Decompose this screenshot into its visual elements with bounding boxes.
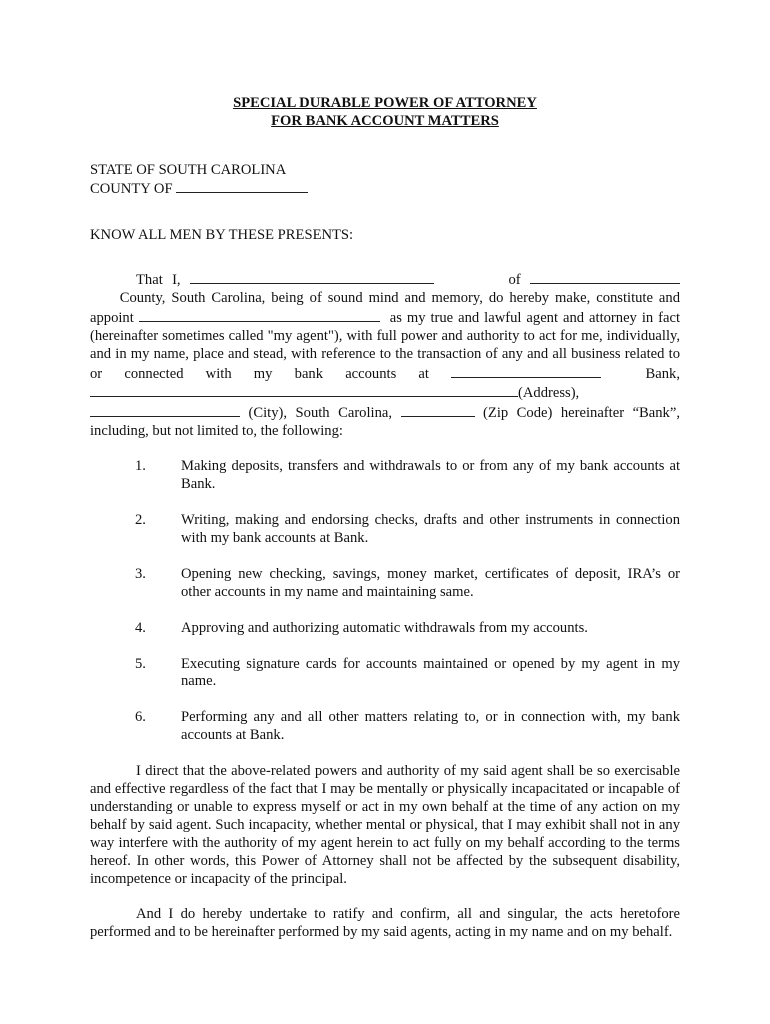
list-item-text: Performing any and all other matters relating to, or in connection with, my bank accounts at Bank. (181, 709, 680, 744)
bank-name-blank[interactable] (451, 364, 601, 378)
list-item (90, 656, 680, 692)
list-item-number: 3. (135, 565, 146, 582)
document-title-line-2: FOR BANK ACCOUNT MATTERS (271, 113, 499, 129)
zip-text: (Zip Code) hereinafter “Bank”, including, but not limited to, the following: (90, 405, 680, 440)
list-item-text: Executing signature cards for accounts maintained or opened by my agent in my name. (181, 655, 680, 690)
intro-paragraph (90, 270, 680, 441)
list-item-text: Making deposits, transfers and withdrawals to or from any of my bank accounts at Bank. (181, 458, 680, 493)
list-item (90, 620, 680, 638)
bank-zip-blank[interactable] (401, 403, 475, 417)
bank-text: Bank, (645, 365, 680, 382)
that-i-text: That I, (136, 272, 181, 288)
bank-address-blank[interactable] (90, 383, 518, 397)
list-item-number: 2. (135, 511, 146, 528)
bank-city-blank[interactable] (90, 403, 240, 417)
agent-powers-text: as my true and lawful agent and attorney in fact (hereinafter sometimes called "my agent"), with full power and authority to act for me, individually, and in my name, place and stead, with reference to the transaction of any and all business related to or connected with my bank accounts at (90, 309, 681, 382)
venue-block (90, 161, 680, 198)
list-item-number: 1. (135, 458, 146, 475)
principal-county-blank[interactable] (530, 270, 680, 284)
list-item (90, 512, 680, 548)
county-text: County, (119, 289, 166, 306)
address-text: (Address), (518, 385, 580, 402)
city-text: (City), South Carolina, (248, 405, 393, 422)
powers-list (90, 458, 680, 745)
list-item-text: Approving and authorizing automatic withdrawals from my accounts. (181, 619, 588, 636)
state-line: STATE OF SOUTH CAROLINA (90, 162, 287, 178)
principal-name-blank[interactable] (190, 270, 434, 284)
list-item-text: Writing, making and endorsing checks, drafts and other instruments in connection with my bank accounts at Bank. (181, 511, 680, 546)
list-item-text: Opening new checking, savings, money market, certificates of deposit, IRA’s or other accounts in my name and maintaining same. (181, 565, 680, 600)
know-all-heading: KNOW ALL MEN BY THESE PRESENTS: (90, 227, 354, 243)
list-item (90, 458, 680, 494)
ratify-paragraph: And I do hereby undertake to ratify and confirm, all and singular, the acts heretofore performed and to be hereinafter performed by my said agents, acting in my name and on my behalf. (90, 906, 680, 941)
agent-name-blank[interactable] (139, 308, 380, 322)
list-item-number: 6. (135, 709, 146, 726)
list-item-number: 4. (135, 619, 146, 636)
of-text: of (508, 272, 521, 288)
list-item-number: 5. (135, 655, 146, 672)
document-page (90, 94, 680, 942)
county-label: COUNTY OF (90, 181, 173, 197)
list-item (90, 566, 680, 602)
incapacity-paragraph: I direct that the above-related powers and authority of my said agent shall be so exercisable and effective regardless of the fact that I may be mentally or physically incapacitated or incapable of understanding or unable to express myself or act in my own behalf at the time of any action on my behalf by said agent. Such incapacity, whether mental or physical, that I may exhibit shall not in any way interfere with the authority of my agent herein to act fully on my behalf according to the terms hereof. In other words, this Power of Attorney shall not be affected by the subsequent disability, incompetence or incapacity of the principal. (90, 763, 680, 887)
document-title-line-1: SPECIAL DURABLE POWER OF ATTORNEY (233, 95, 537, 111)
county-blank[interactable] (176, 179, 308, 193)
county-line (90, 179, 680, 198)
list-item (90, 709, 680, 745)
appoint-text: South Carolina, being of sound mind and memory, do hereby make, constitute and appoint (90, 289, 680, 326)
